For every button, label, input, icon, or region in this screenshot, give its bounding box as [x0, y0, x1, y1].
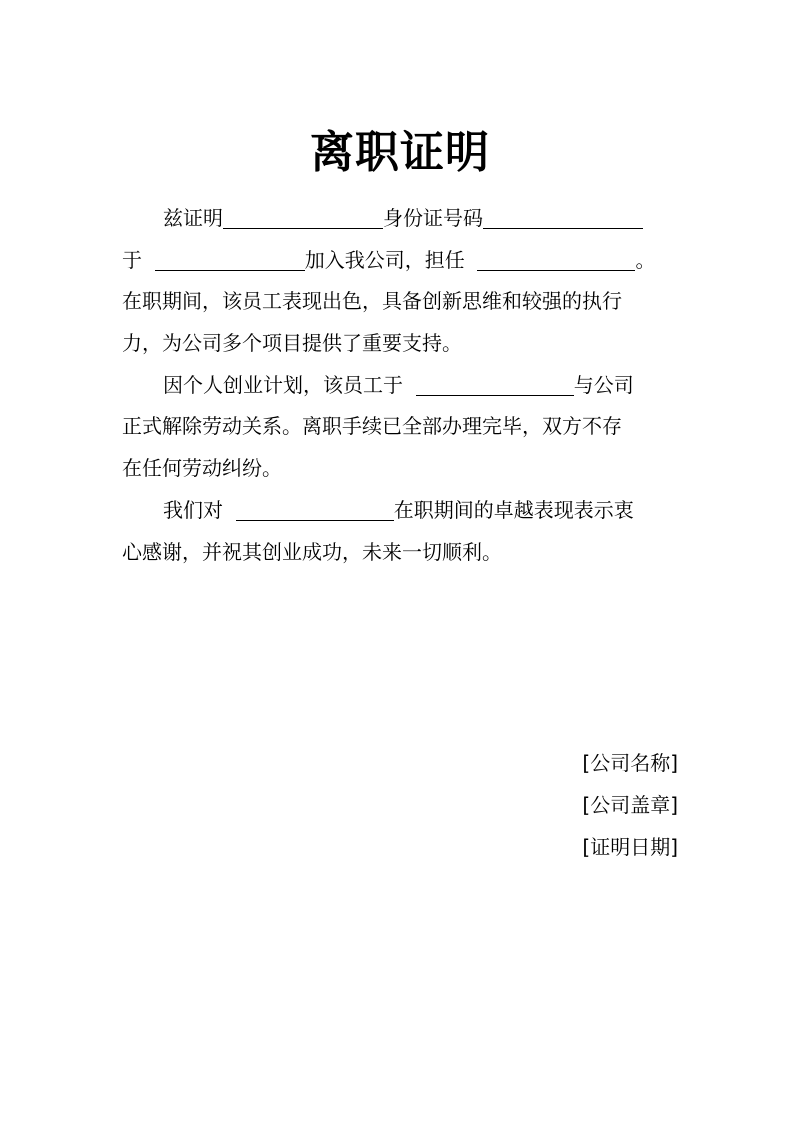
- paragraph1-line2: [122, 240, 662, 282]
- id-number-blank: [483, 208, 643, 229]
- company-name-placeholder: [公司名称]: [582, 751, 678, 775]
- document-body: [122, 198, 662, 573]
- with-company-text: 与公司: [573, 372, 634, 397]
- position-blank: [477, 250, 635, 271]
- resign-reason-text: 因个人创业计划，该员工于: [163, 372, 410, 397]
- thanks-prefix: 我们对: [163, 497, 230, 522]
- paragraph1-line4: 力，为公司多个项目提供了重要支持。: [122, 331, 462, 356]
- join-date-blank: [155, 250, 305, 271]
- cert-date-placeholder: [证明日期]: [582, 835, 678, 859]
- paragraph2-line1: [122, 365, 662, 407]
- signature-block: [582, 742, 678, 868]
- join-prefix: 于: [122, 247, 149, 272]
- join-text: 加入我公司，担任: [304, 247, 472, 272]
- document-title: 离职证明: [310, 127, 490, 178]
- paragraph1-line3: 在职期间，该员工表现出色，具备创新思维和较强的执行: [122, 289, 622, 314]
- paragraph3-line1: [122, 490, 662, 532]
- paragraph3-line2: 心感谢，并祝其创业成功，未来一切顺利。: [122, 539, 502, 564]
- certify-text: 兹证明: [163, 206, 223, 230]
- name-blank: [223, 208, 383, 229]
- id-number-label: 身份证号码: [383, 206, 483, 230]
- paragraph2-line3: 在任何劳动纠纷。: [122, 456, 282, 481]
- thanks-text: 在职期间的卓越表现表示衷: [393, 497, 634, 522]
- paragraph1-line1: [122, 198, 662, 240]
- paragraph2-line2: 正式解除劳动关系。离职手续已全部办理完毕，双方不存: [122, 414, 622, 439]
- leave-date-blank: [416, 375, 574, 396]
- period-mark: 。: [635, 247, 656, 272]
- company-seal-placeholder: [公司盖章]: [582, 793, 678, 817]
- employee-name-blank: [236, 500, 394, 521]
